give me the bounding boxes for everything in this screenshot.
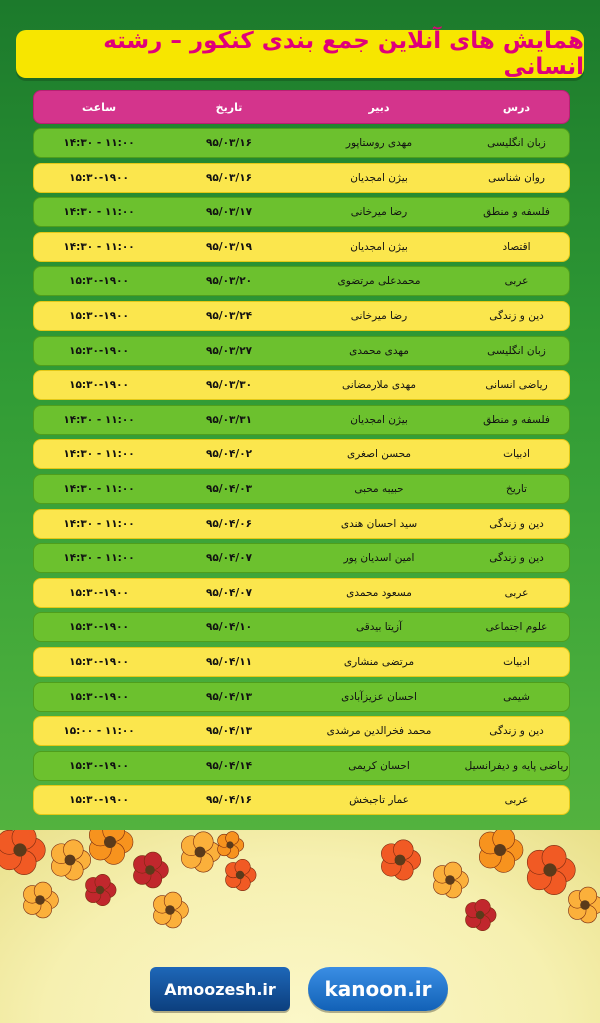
cell-tarikh: ۹۵/۰۴/۱۱	[205, 656, 253, 668]
cell-saat: ۱۱:۰۰ - ۱۴:۳۰	[63, 483, 135, 495]
cell-dars: علوم اجتماعی	[485, 621, 548, 634]
cell-saat: ۱۵:۳۰-۱۹۰۰	[69, 794, 129, 807]
cell-saat: ۱۵:۳۰-۱۹۰۰	[69, 171, 129, 184]
logos	[150, 967, 448, 1011]
cell-dabir: محمد فخرالدین مرشدی	[326, 725, 432, 738]
cell-saat: ۱۵:۳۰-۱۹۰۰	[69, 690, 129, 703]
cell-saat: ۱۱:۰۰ - ۱۴:۳۰	[63, 413, 135, 426]
flower-icon	[153, 892, 188, 928]
cell-dars: ریاضی انسانی	[485, 379, 548, 392]
cell-saat: ۱۵:۳۰-۱۹۰۰	[69, 310, 129, 322]
cell-dars: تاریخ	[506, 483, 527, 495]
table-row	[33, 578, 570, 608]
flower-icon	[133, 852, 168, 888]
cell-saat: ۱۵:۳۰-۱۹۰۰	[69, 759, 129, 772]
cell-dars: ادبیات	[503, 448, 530, 461]
cell-dabir: احسان کریمی	[348, 759, 410, 772]
cell-tarikh: ۹۵/۰۳/۲۰	[205, 275, 253, 288]
cell-saat: ۱۱:۰۰ - ۱۴:۳۰	[63, 206, 135, 219]
cell-dars: دین و زندگی	[489, 725, 544, 738]
table-row	[33, 647, 570, 677]
cell-dabir: سید احسان هندی	[340, 517, 418, 530]
table-row	[33, 370, 570, 400]
cell-dabir: بیژن امجدیان	[350, 240, 408, 253]
cell-dars: عربی	[504, 586, 529, 599]
table-row	[33, 163, 570, 193]
flower-icon	[381, 840, 420, 880]
cell-saat: ۱۱:۰۰ - ۱۴:۳۰	[63, 552, 135, 565]
table-header	[33, 90, 570, 124]
cell-saat: ۱۱:۰۰ - ۱۵:۰۰	[63, 725, 135, 738]
flower-icon	[568, 887, 600, 923]
cell-dabir: امین اسدیان پور	[343, 552, 415, 565]
page-title: همایش های آنلاین جمع بندی کنکور – رشته انسانی	[103, 28, 584, 80]
cell-dabir: مسعود محمدی	[346, 586, 412, 599]
flower-icon	[218, 832, 244, 859]
table-row	[33, 301, 570, 331]
kanoon-logo[interactable]: kanoon.ir	[308, 967, 448, 1011]
cell-tarikh: ۹۵/۰۳/۱۶	[205, 171, 253, 184]
cell-dars: روان شناسی	[488, 171, 545, 184]
flower-icon	[226, 859, 257, 890]
cell-saat: ۱۵:۳۰-۱۹۰۰	[69, 621, 129, 634]
cell-dabir: بیژن امجدیان	[350, 413, 408, 426]
cell-tarikh: ۹۵/۰۳/۱۹	[205, 240, 253, 253]
flower-icon	[479, 830, 523, 872]
cell-saat: ۱۵:۳۰-۱۹۰۰	[69, 656, 129, 668]
cell-dars: ادبیات	[503, 656, 530, 668]
cell-tarikh: ۹۵/۰۳/۲۷	[205, 344, 253, 357]
cell-tarikh: ۹۵/۰۴/۱۳	[205, 690, 253, 703]
table-row	[33, 197, 570, 227]
cell-tarikh: ۹۵/۰۳/۱۶	[205, 137, 253, 149]
cell-tarikh: ۹۵/۰۴/۱۰	[205, 621, 253, 634]
cell-dabir: مرتضی منشاری	[343, 656, 415, 668]
flower-icon	[466, 899, 497, 930]
cell-tarikh: ۹۵/۰۴/۰۷	[205, 552, 253, 565]
cell-dabir: حبیبه محبی	[354, 483, 404, 495]
title-banner	[16, 30, 584, 78]
cell-saat: ۱۱:۰۰ - ۱۴:۳۰	[63, 448, 135, 461]
cell-saat: ۱۵:۳۰-۱۹۰۰	[69, 586, 129, 599]
cell-tarikh: ۹۵/۰۳/۱۷	[205, 206, 253, 219]
table-row	[33, 266, 570, 296]
cell-dars: فلسفه و منطق	[483, 206, 550, 219]
cell-dabir: مهدی محمدی	[349, 344, 409, 357]
table-row	[33, 785, 570, 815]
cell-dabir: احسان عزیزآبادی	[341, 690, 417, 703]
cell-tarikh: ۹۵/۰۴/۰۶	[205, 517, 253, 530]
cell-dars: زبان انگلیسی	[487, 137, 546, 149]
table-row	[33, 405, 570, 435]
flower-icon	[89, 830, 133, 864]
cell-tarikh: ۹۵/۰۳/۲۴	[205, 310, 253, 322]
header-dabir: دبیر	[368, 100, 390, 114]
cell-saat: ۱۵:۳۰-۱۹۰۰	[69, 379, 129, 392]
cell-dabir: محسن اصغری	[347, 448, 412, 461]
table-row	[33, 128, 570, 158]
table-row	[33, 474, 570, 504]
cell-saat: ۱۵:۳۰-۱۹۰۰	[69, 275, 129, 288]
cell-dabir: عمار تاجبخش	[349, 794, 409, 807]
table-row	[33, 543, 570, 573]
cell-saat: ۱۱:۰۰ - ۱۴:۳۰	[63, 137, 135, 149]
cell-dars: ریاضی پایه و دیفرانسیل	[464, 759, 569, 772]
amoozesh-logo[interactable]: Amoozesh.ir	[150, 967, 290, 1011]
cell-dars: فلسفه و منطق	[483, 413, 550, 426]
cell-dabir: رضا میرخانی	[350, 310, 408, 322]
cell-dars: دین و زندگی	[489, 517, 544, 530]
cell-tarikh: ۹۵/۰۴/۰۷	[205, 586, 253, 599]
header-saat: ساعت	[81, 100, 117, 114]
cell-tarikh: ۹۵/۰۴/۰۳	[205, 483, 253, 495]
table-row	[33, 509, 570, 539]
flower-icon	[0, 830, 45, 875]
cell-tarikh: ۹۵/۰۴/۰۲	[205, 448, 253, 461]
table-row	[33, 612, 570, 642]
cell-saat: ۱۵:۳۰-۱۹۰۰	[69, 344, 129, 357]
cell-tarikh: ۹۵/۰۴/۱۳	[205, 725, 253, 738]
cell-dars: شیمی	[503, 690, 530, 703]
cell-saat: ۱۱:۰۰ - ۱۴:۳۰	[63, 517, 135, 530]
header-tarikh: تاریخ	[215, 100, 243, 114]
cell-dars: دین و زندگی	[489, 552, 544, 565]
cell-dabir: محمدعلی مرتضوی	[337, 275, 421, 288]
table-row	[33, 232, 570, 262]
cell-dabir: مهدی روستاپور	[345, 137, 413, 149]
flower-icon	[433, 862, 468, 898]
cell-tarikh: ۹۵/۰۳/۳۱	[205, 413, 253, 426]
table-row	[33, 716, 570, 746]
cell-dars: عربی	[504, 794, 529, 807]
table-row	[33, 751, 570, 781]
table-row	[33, 336, 570, 366]
flower-icon	[23, 882, 58, 918]
flower-icon	[86, 874, 117, 905]
flower-icon	[181, 832, 220, 872]
table-row	[33, 682, 570, 712]
cell-tarikh: ۹۵/۰۴/۱۶	[205, 794, 253, 807]
cell-dars: زبان انگلیسی	[487, 344, 546, 357]
flower-icon	[527, 845, 575, 894]
cell-dabir: آزیتا بیدقی	[356, 621, 402, 634]
cell-tarikh: ۹۵/۰۴/۱۴	[205, 759, 253, 772]
table-row	[33, 439, 570, 469]
cell-dars: دین و زندگی	[489, 310, 544, 322]
cell-saat: ۱۱:۰۰ - ۱۴:۳۰	[63, 240, 135, 253]
cell-dars: عربی	[504, 275, 529, 288]
cell-tarikh: ۹۵/۰۳/۳۰	[205, 379, 253, 392]
cell-dars: اقتصاد	[502, 240, 531, 253]
cell-dabir: مهدی ملارمضانی	[341, 379, 417, 392]
cell-dabir: بیژن امجدیان	[350, 171, 408, 184]
flower-icon	[51, 840, 90, 880]
cell-dabir: رضا میرخانی	[350, 206, 408, 219]
header-dars: درس	[502, 100, 531, 114]
